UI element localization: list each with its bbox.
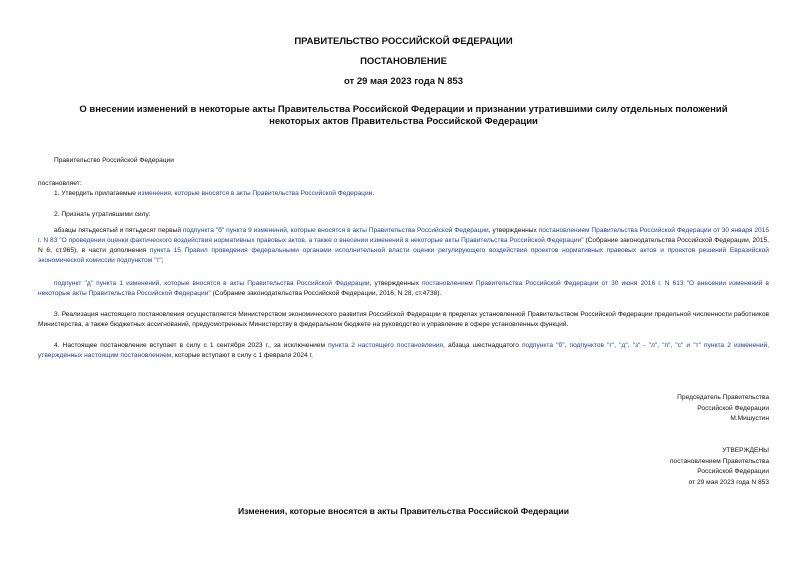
paragraph-2-link[interactable]: пункта 2 настоящего постановления bbox=[328, 342, 444, 349]
paragraph-2a-text-3: (Собрание законодательства Российской Федерации, 2015, N 6, ст.965), в части дополнения bbox=[38, 237, 769, 254]
paragraph-1-text: 1. Утвердить прилагаемые bbox=[54, 190, 138, 197]
amendments-link[interactable]: изменения, которые вносятся в акты Правительства Российской Федерации bbox=[137, 190, 373, 197]
subparagraphs-list-link[interactable]: подпунктов "г", "д", "з" - "л", "п", "с" и "т" пункта 2 изменений, утвержденных настоящим постановлением bbox=[38, 342, 770, 359]
paragraph-2a-text-2: , утвержденных bbox=[488, 227, 539, 234]
document-type-heading: ПОСТАНОВЛЕНИЕ bbox=[360, 56, 447, 67]
paragraph-1-suffix: . bbox=[372, 190, 375, 197]
signature-position: Председатель Правительства bbox=[677, 394, 769, 401]
document-date-number: от 29 мая 2023 года N 853 bbox=[343, 76, 464, 87]
resolution-613-link[interactable]: постановлением Правительства Российской Федерации от 30 июня 2016 г. N 613 "О внесении изменений в некоторые акты Правительства Российской Федерации" bbox=[38, 280, 769, 297]
government-heading: ПРАВИТЕЛЬСТВО РОССИЙСКОЙ ФЕДЕРАЦИИ bbox=[294, 36, 513, 47]
rules-paragraph-15-link[interactable]: пункта 15 Правил проведения федеральными органами исполнительной власти оценки регулирующего воздействия проектов нормативных правовых актов и проектов решений Евразийской экономической комиссии подпунктом "т" bbox=[38, 247, 769, 264]
subparagraph-b-link[interactable]: подпункта "б" пункта 9 изменений, которые вносятся в акты Правительства Российской Федерации bbox=[182, 227, 489, 234]
paragraph-2a-text-1: абзацы пятьдесятый и пятьдесят первый bbox=[54, 227, 183, 234]
paragraph-2b bbox=[38, 279, 769, 299]
paragraph-2a bbox=[38, 226, 769, 266]
paragraph-2a-text-4: ; bbox=[161, 257, 164, 264]
resolves-text: постановляет: bbox=[38, 180, 82, 187]
document-subject: О внесении изменений в некоторые акты Правительства Российской Федерации и признании утратившими силу отдельных положений некоторых актов Правительства Российской Федерации bbox=[79, 104, 728, 127]
paragraph-2b-text-2: (Собрание законодательства Российской Федерации, 2016, N 28, ст.4738). bbox=[210, 290, 442, 297]
amendments-title: Изменения, которые вносятся в акты Правительства Российской Федерации bbox=[237, 506, 569, 516]
intro-text: Правительство Российской Федерации bbox=[54, 157, 174, 164]
approval-heading: УТВЕРЖДЕНЫ bbox=[722, 447, 769, 454]
paragraph-4-text-3: , bbox=[564, 342, 570, 349]
signature-name: М.Мишустин bbox=[730, 415, 769, 423]
subparagraph-b-ref-link[interactable]: подпункта "б" bbox=[521, 342, 565, 349]
approval-line-2: постановлением Правительства bbox=[669, 457, 769, 465]
signature-block bbox=[677, 393, 769, 425]
paragraph-4-text-4: , которые вступают в силу с 1 февраля 2024 г. bbox=[171, 352, 313, 359]
paragraph-4-text-1: 4. Настоящее постановление вступает в силу с 1 сентября 2023 г., за исключением bbox=[54, 342, 329, 349]
subparagraph-d-link[interactable]: подпункт "д" пункта 1 изменений, которые вносятся в акты Правительства Российской Федерации bbox=[54, 280, 370, 287]
approval-date: от 29 мая 2023 года N 853 bbox=[688, 478, 769, 486]
paragraph-4 bbox=[38, 341, 769, 361]
paragraph-2: 2. Признать утратившими силу: bbox=[54, 211, 151, 218]
approval-line-3: Российской Федерации bbox=[697, 468, 769, 476]
signature-country: Российской Федерации bbox=[697, 404, 769, 412]
paragraph-1 bbox=[54, 189, 374, 199]
paragraph-4-text-2: , абзаца шестнадцатого bbox=[443, 342, 522, 349]
paragraph-3: 3. Реализация настоящего постановления осуществляется Министерством экономического развития Российской Федерации в пределах установленной Правительством Российской Федерации предельной численности работников Министерства, а также бюджетных ассигнований, предусмотренных Министерству в федеральном бюджете на руководство и управление в сфере установленных функций. bbox=[38, 311, 769, 328]
approval-block bbox=[670, 446, 769, 488]
resolution-83-link[interactable]: постановлением Правительства Российской Федерации от 30 января 2015 г. N 83 "О проведении оценки фактического воздействия нормативных правовых актов, а также о внесении изменений в некоторые акты Правительства Российской Федерации" bbox=[38, 227, 769, 244]
paragraph-2b-text-1: , утвержденных bbox=[369, 280, 422, 287]
